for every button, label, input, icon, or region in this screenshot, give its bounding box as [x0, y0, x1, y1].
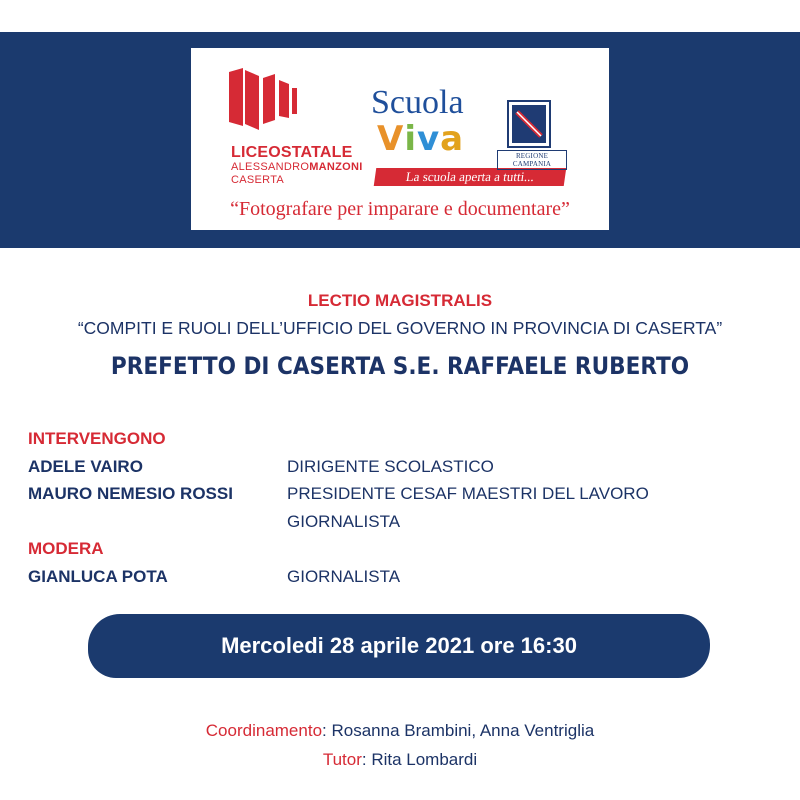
coordination-line [0, 721, 800, 741]
viva-letter: i [404, 119, 417, 159]
scuola-viva-word2 [377, 119, 477, 159]
liceo-subname: ALESSANDROMANZONI [231, 161, 363, 173]
regione-campania-crest-icon [507, 100, 551, 148]
scuola-viva-word1: Scuola [371, 84, 464, 121]
intervengono-label: INTERVENGONO [28, 429, 166, 448]
speaker-role-secondary: GIORNALISTA [287, 512, 401, 531]
coordination-label: Coordinamento [205, 721, 323, 740]
viva-letter: V [377, 119, 405, 159]
liceo-name: LICEOSTATALE [231, 144, 353, 161]
event-subtitle: “COMPITI E RUOLI DELL’UFFICIO DEL GOVERNO IN PROVINCIA DI CASERTA” [77, 318, 723, 338]
speaker-role: PRESIDENTE CESAF MAESTRI DEL LAVORO [287, 484, 649, 503]
event-date-banner: Mercoledi 28 aprile 2021 ore 16:30 [88, 614, 710, 678]
modera-label: MODERA [28, 539, 104, 558]
event-type: LECTIO MAGISTRALIS [307, 291, 493, 310]
viva-letter: v [416, 119, 441, 159]
tutor-label: Tutor [322, 750, 362, 769]
main-speaker: PREFETTO DI CASERTA S.E. RAFFAELE RUBERTO [110, 352, 690, 380]
project-quote: “Fotografare per imparare e documentare” [230, 198, 570, 220]
moderator-role: GIORNALISTA [287, 567, 401, 586]
logo-card [191, 48, 609, 230]
coordination-names: : Rosanna Brambini, Anna Ventriglia [322, 721, 595, 740]
liceo-logo-icon [229, 68, 299, 130]
viva-letter: a [440, 119, 465, 159]
liceo-city: CASERTA [231, 174, 285, 186]
speaker-name: ADELE VAIRO [28, 457, 143, 476]
tutor-line [0, 750, 800, 770]
speaker-name: MAURO NEMESIO ROSSI [28, 484, 233, 503]
tutor-name: : Rita Lombardi [361, 750, 478, 769]
speaker-role: DIRIGENTE SCOLASTICO [287, 457, 494, 476]
regione-campania-label: REGIONE CAMPANIA [497, 150, 567, 170]
moderator-name: GIANLUCA POTA [28, 567, 168, 586]
scuola-viva-tagline: La scuola aperta a tutti... [374, 168, 567, 186]
